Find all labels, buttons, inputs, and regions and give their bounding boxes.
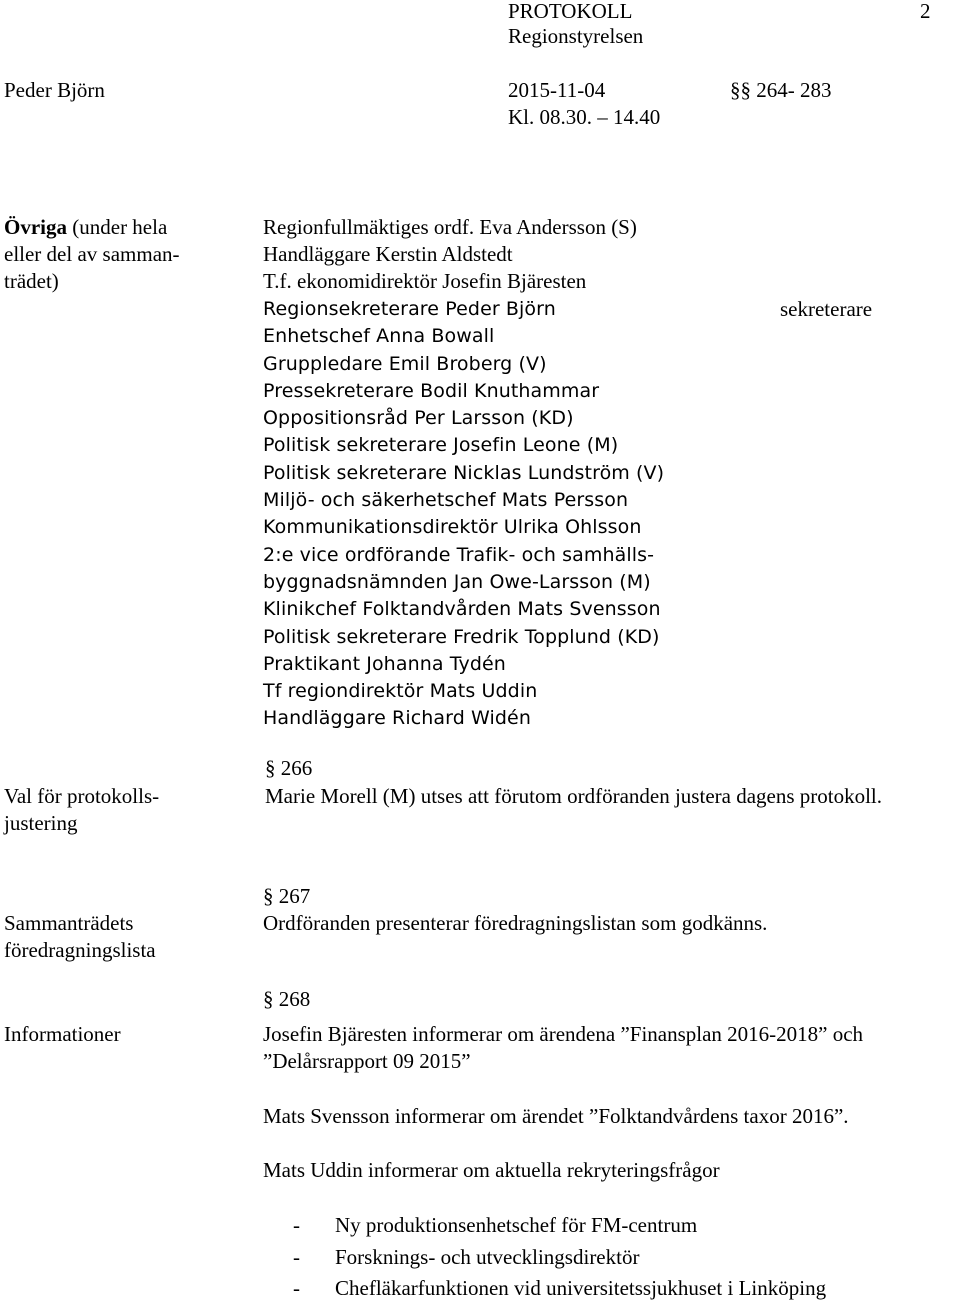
section-266-label-line1: Val för protokolls-	[4, 784, 160, 808]
section-267-label-line2: föredragningslista	[4, 938, 156, 962]
section-268-label: Informationer	[4, 1022, 121, 1046]
doc-type: PROTOKOLL	[508, 0, 633, 23]
section-268-para3: Mats Uddin informerar om aktuella rekryteringsfrågor	[263, 1158, 720, 1182]
role-note: sekreterare	[780, 297, 873, 321]
list-item: Politisk sekreterare Fredrik Topplund (KD)	[263, 625, 660, 648]
others-label	[4, 214, 167, 241]
list-item: T.f. ekonomidirektör Josefin Bjäresten	[263, 269, 587, 293]
section-268-number: § 268	[263, 987, 311, 1011]
list-item: Tf regiondirektör Mats Uddin	[263, 680, 538, 703]
page-number: 2	[920, 0, 931, 23]
list-item: Handläggare Kerstin Aldstedt	[263, 242, 513, 266]
list-item: byggnadsnämnden Jan Owe-Larsson (M)	[263, 570, 651, 593]
bullet-text: Chefläkarfunktionen vid universitetssjukhuset i Linköping	[335, 1276, 827, 1300]
others-label-line2: eller del av samman-	[4, 242, 180, 266]
section-267-text: Ordföranden presenterar föredragningslistan som godkänns.	[263, 911, 768, 935]
bullet-text: Ny produktionsenhetschef för FM-centrum	[335, 1213, 698, 1237]
bullet-item	[293, 1212, 697, 1239]
others-label-line3: trädet)	[4, 269, 59, 293]
list-item: Enhetschef Anna Bowall	[263, 325, 495, 348]
list-item: Politisk sekreterare Nicklas Lundström (V)	[263, 461, 665, 484]
section-266-number: § 266	[265, 756, 313, 780]
others-label-rest: (under hela	[67, 215, 168, 239]
bullet-item	[293, 1275, 826, 1302]
list-item: Oppositionsråd Per Larsson (KD)	[263, 407, 574, 430]
section-268-para1-line1: Josefin Bjäresten informerar om ärendena ”Finansplan 2016-2018” och	[263, 1022, 864, 1046]
others-label-bold: Övriga	[4, 215, 67, 239]
section-266-label-line2: justering	[4, 811, 78, 835]
bullet-marker: -	[293, 1276, 300, 1300]
list-item: Handläggare Richard Widén	[263, 707, 531, 730]
list-item: Miljö- och säkerhetschef Mats Persson	[263, 489, 629, 512]
section-267-number: § 267	[263, 884, 311, 908]
section-range: §§ 264- 283	[730, 78, 832, 102]
section-268-para1-line2: ”Delårsrapport 09 2015”	[263, 1049, 471, 1073]
author: Peder Björn	[4, 78, 105, 102]
organization: Regionstyrelsen	[508, 24, 644, 48]
section-267-label-line1: Sammanträdets	[4, 911, 134, 935]
meeting-time: Kl. 08.30. – 14.40	[508, 105, 661, 129]
list-item: Kommunikationsdirektör Ulrika Ohlsson	[263, 516, 642, 539]
list-item: Gruppledare Emil Broberg (V)	[263, 352, 547, 375]
list-item: Politisk sekreterare Josefin Leone (M)	[263, 434, 619, 457]
section-268-para2: Mats Svensson informerar om ärendet ”Folktandvårdens taxor 2016”.	[263, 1104, 849, 1128]
list-item: Pressekreterare Bodil Knuthammar	[263, 379, 600, 402]
bullet-item	[293, 1244, 639, 1271]
list-item: Praktikant Johanna Tydén	[263, 652, 506, 675]
participant-list	[263, 296, 664, 733]
list-item: Regionsekreterare Peder Björn	[263, 298, 556, 320]
list-item: Klinikchef Folktandvården Mats Svensson	[263, 598, 661, 621]
list-item: Regionfullmäktiges ordf. Eva Andersson (S)	[263, 215, 637, 239]
section-266-text: Marie Morell (M) utses att förutom ordföranden justera dagens protokoll.	[265, 784, 883, 808]
bullet-marker: -	[293, 1245, 300, 1269]
bullet-text: Forsknings- och utvecklingsdirektör	[335, 1245, 640, 1269]
bullet-marker: -	[293, 1213, 300, 1237]
list-item: 2:e vice ordförande Trafik- och samhälls-	[263, 543, 655, 566]
meeting-date: 2015-11-04	[508, 78, 606, 102]
